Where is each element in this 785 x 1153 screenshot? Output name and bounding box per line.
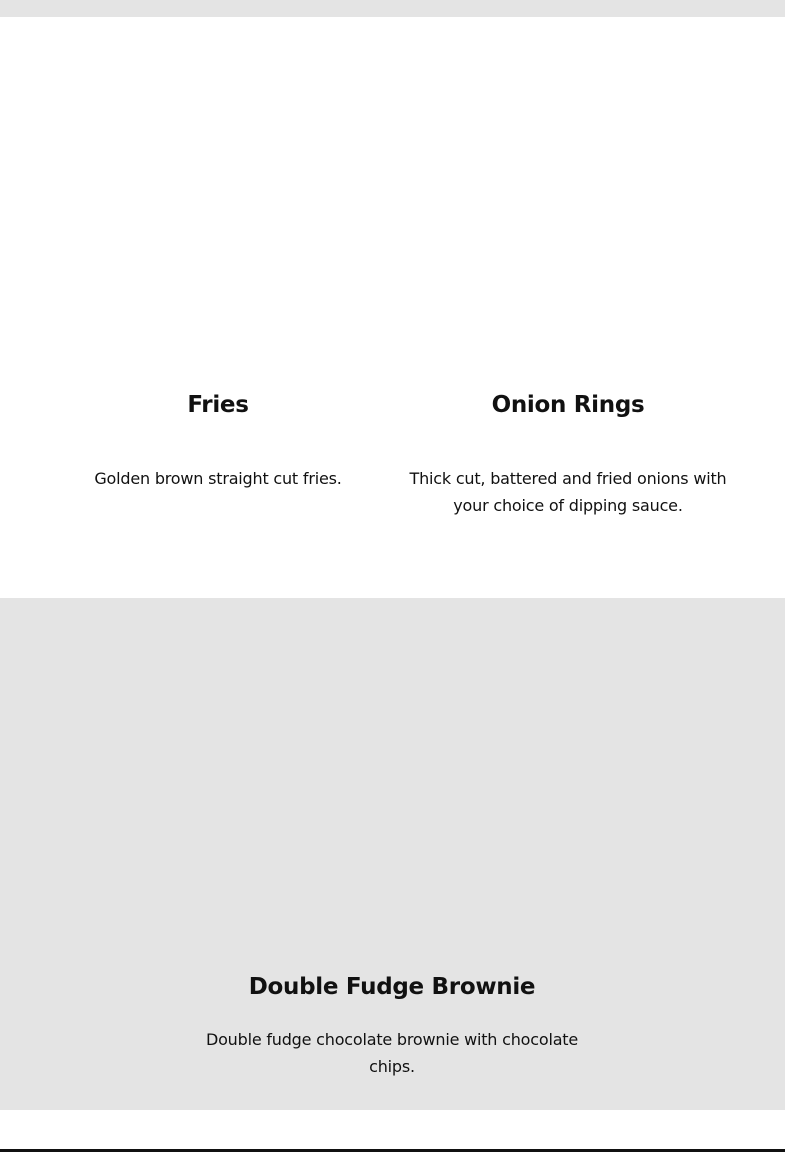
sides-section (0, 17, 785, 598)
item-title: Fries (187, 392, 249, 418)
item-description: Double fudge chocolate brownie with chocolate chips. (205, 1030, 579, 1076)
item-description: Golden brown straight cut fries. (94, 469, 342, 488)
footer-divider (0, 1149, 785, 1152)
dessert-section (0, 598, 785, 1110)
top-section-strip (0, 0, 785, 17)
item-title: Onion Rings (491, 392, 645, 418)
item-description: Thick cut, battered and fried onions with your choice of dipping sauce. (409, 469, 727, 515)
item-title: Double Fudge Brownie (248, 974, 536, 1000)
